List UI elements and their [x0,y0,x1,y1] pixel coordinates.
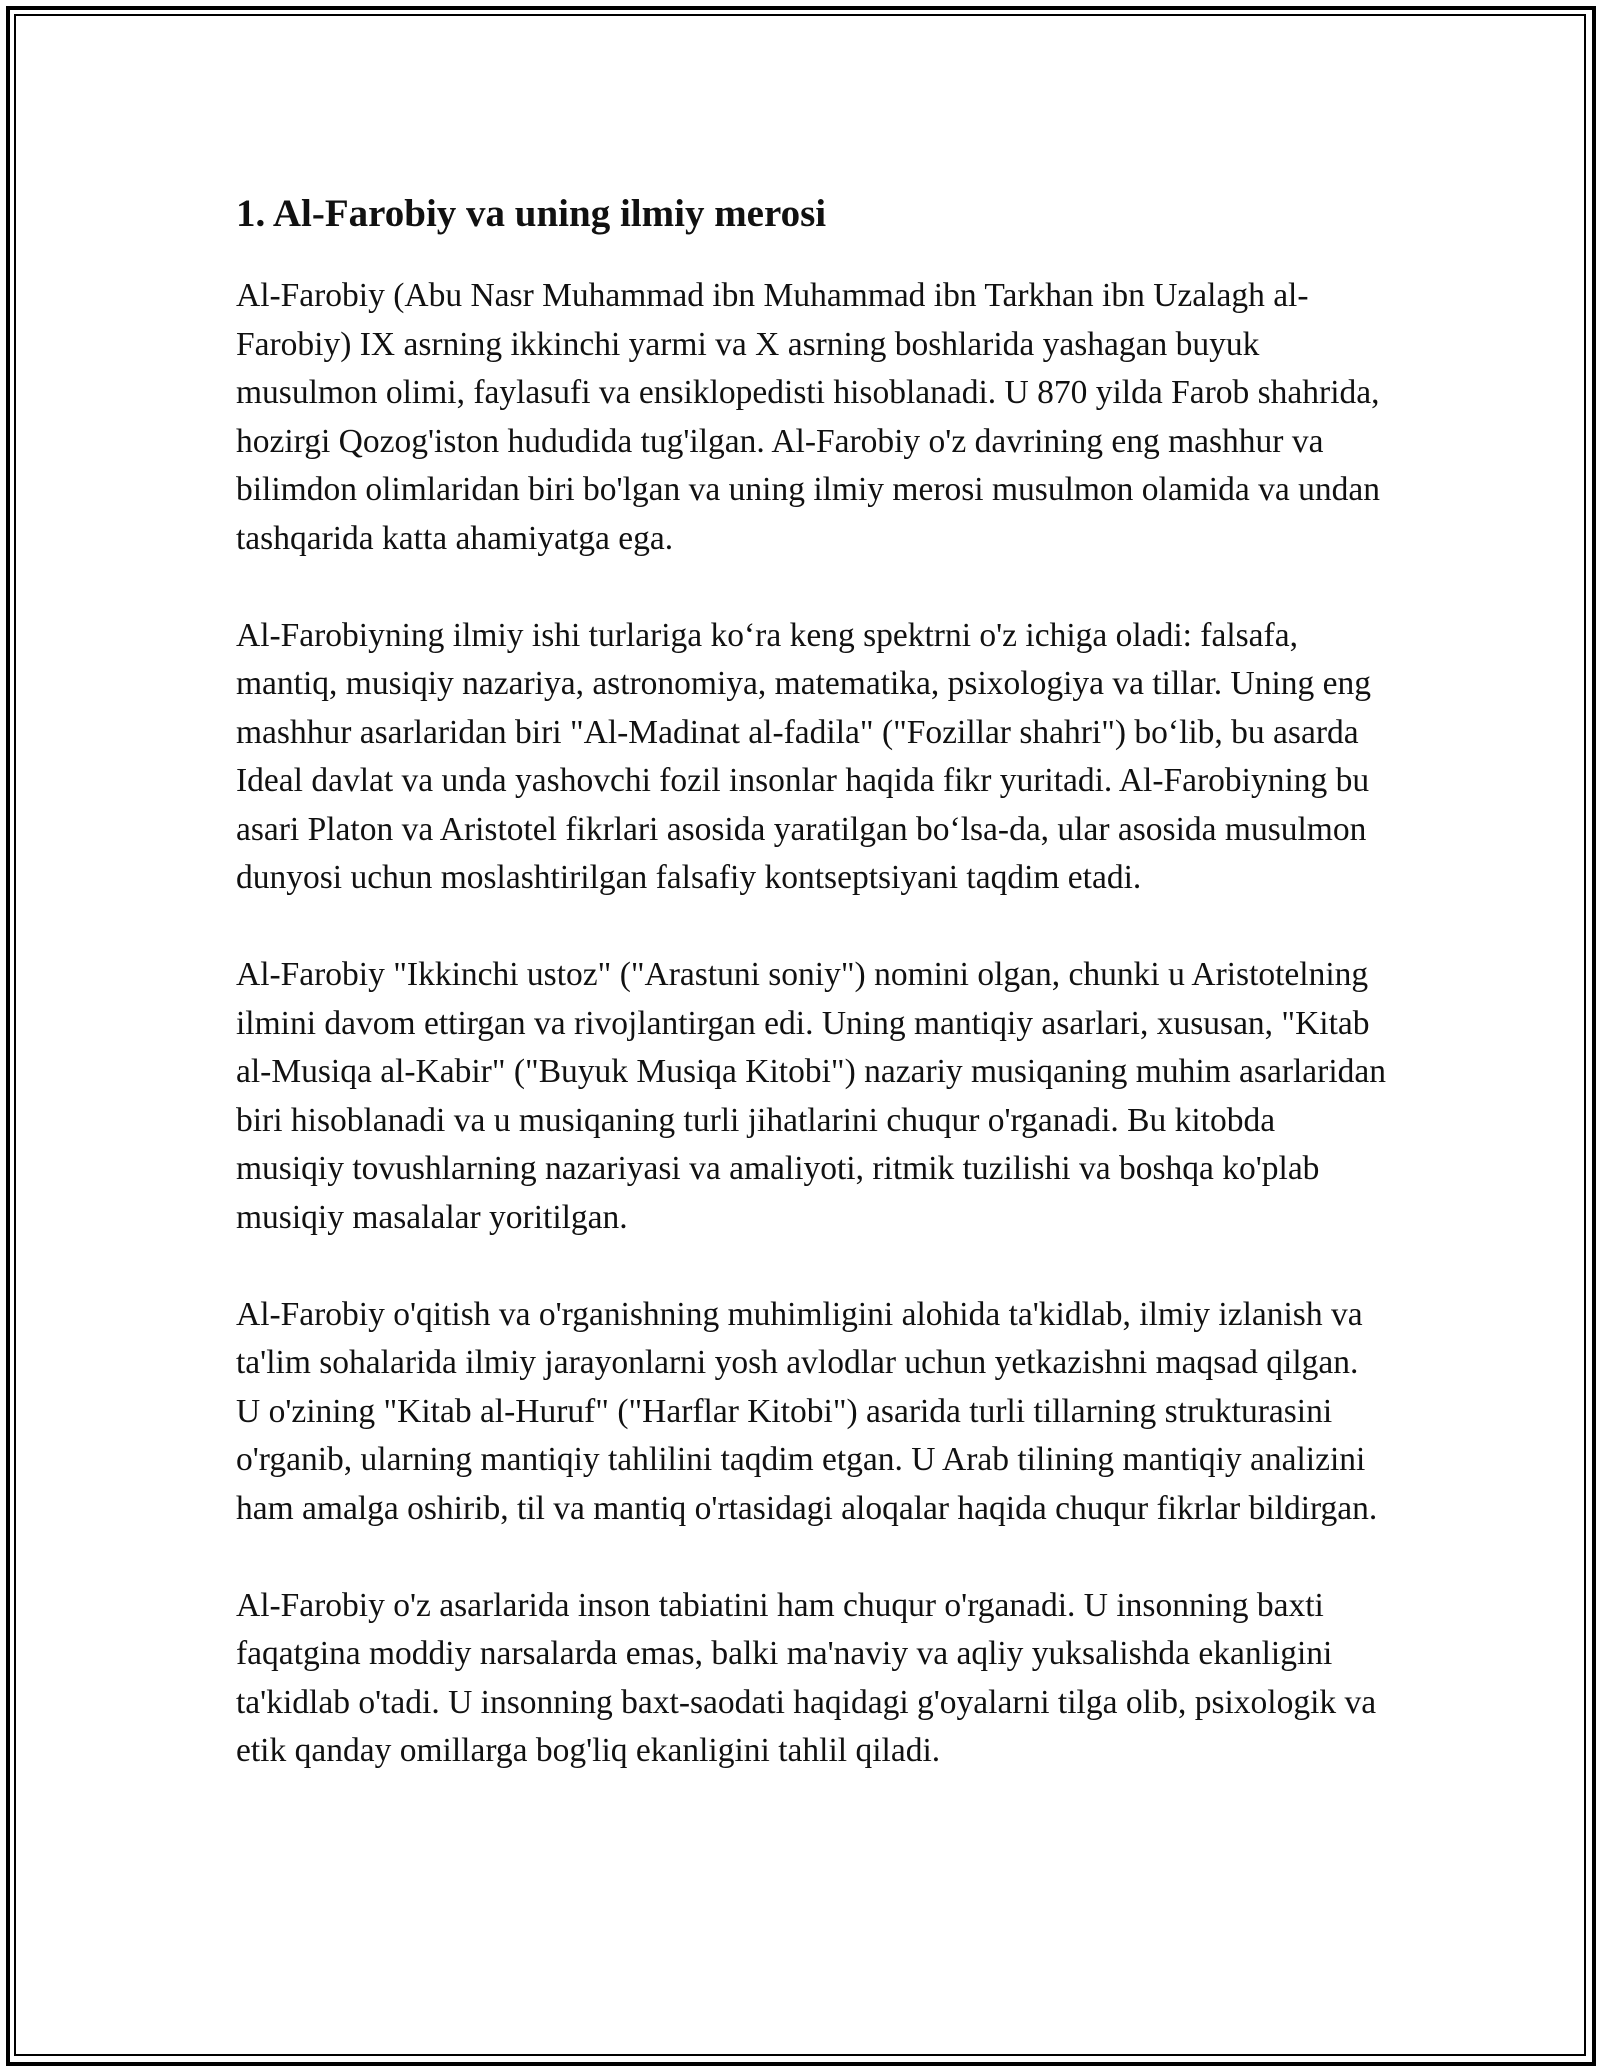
paragraph-5: Al-Farobiy o'z asarlarida inson tabiatini ham chuqur o'rganadi. U insonning baxti faqatgina moddiy narsalarda emas, balki ma'naviy va aqliy yuksalishda ekanligini ta'kidlab o'tadi. U insonning baxt-saodati haqidagi g'oyalarni tilga olib, psixologik va etik qanday omillarga bog'liq ekanligini tahlil qiladi. [236,1586,1377,1769]
section-heading: 1. Al-Farobiy va uning ilmiy merosi [236,192,827,235]
paragraph-4: Al-Farobiy o'qitish va o'rganishning muhimligini alohida ta'kidlab, ilmiy izlanish va ta'lim sohalarida ilmiy jarayonlarni yosh avlodlar uchun yetkazishni maqsad qilgan. U o'zining "Kitab al-Huruf" ("Harflar Kitobi") asarida turli tillarning strukturasini o'rganib, ularning mantiqiy tahlilini taqdim etgan. U Arab tilining mantiqiy analizini ham amalga oshirib, til va mantiq o'rtasidagi aloqalar haqida chuqur fikrlar bildirgan. [236,1295,1378,1527]
paragraph-2: Al-Farobiyning ilmiy ishi turlariga ko‘ra keng spektrni o'z ichiga oladi: falsafa, mantiq, musiqiy nazariya, astronomiya, matematika, psixologiya va tillar. Uning eng mashhur asarlaridan biri "Al-Madinat al-fadila" ("Fozillar shahri") bo‘lib, bu asarda Ideal davlat va unda yashovchi fozil insonlar haqida fikr yuritadi. Al-Farobiyning bu asari Platon va Aristotel fikrlari asosida yaratilgan bo‘lsa-da, ular asosida musulmon dunyosi uchun moslashtirilgan falsafiy kontseptsiyani taqdim etadi. [236,616,1372,896]
document-body [236,186,1386,1824]
paragraph-1: Al-Farobiy (Abu Nasr Muhammad ibn Muhammad ibn Tarkhan ibn Uzalagh al-Farobiy) IX asrning ikkinchi yarmi va X asrning boshlarida yashagan buyuk musulmon olimi, faylasufi va ensiklopedisti hisoblanadi. U 870 yilda Farob shahrida, hozirgi Qozog'iston hududida tug'ilgan. Al-Farobiy o'z davrining eng mashhur va bilimdon olimlaridan biri bo'lgan va uning ilmiy merosi musulmon olamida va undan tashqarida katta ahamiyatga ega. [236,277,1380,557]
paragraph-3: Al-Farobiy "Ikkinchi ustoz" ("Arastuni soniy") nomini olgan, chunki u Aristotelning ilmini davom ettirgan va rivojlantirgan edi. Uning mantiqiy asarlari, xususan, "Kitab al-Musiqa al-Kabir" ("Buyuk Musiqa Kitobi") nazariy musiqaning muhim asarlaridan biri hisoblanadi va u musiqaning turli jihatlarini chuqur o'rganadi. Bu kitobda musiqiy tovushlarning nazariyasi va amaliyoti, ritmik tuzilishi va boshqa ko'plab musiqiy masalalar yoritilgan. [236,956,1386,1236]
